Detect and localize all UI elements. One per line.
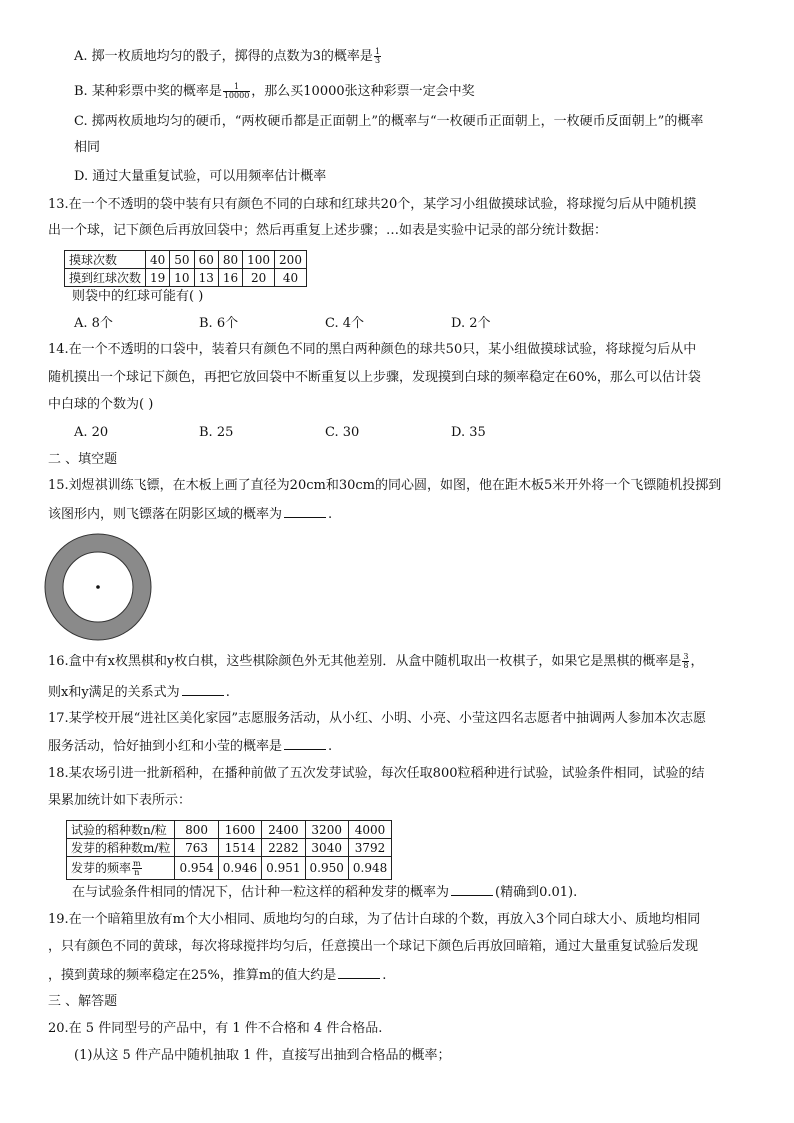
q14-option-b: B. 25: [199, 425, 234, 440]
fraction: $\frac{1}{3}$: [374, 47, 381, 65]
q14-line2: 随机摸出一个球记下颜色，再把它放回袋中不断重复以上步骤，发现摸到白球的频率稳定在60%，那么可以估计袋: [48, 370, 701, 385]
q13-option-d: D. 2个: [451, 316, 491, 331]
q17-line1: 17.某学校开展“进社区美化家园”志愿服务活动，从小红、小明、小亮、小莹这四名志愿者中抽调两人参加本次志愿: [48, 711, 706, 726]
q12-option-a-text: A. 掷一枚质地均匀的骰子，掷得的点数为3的概率是: [74, 49, 373, 64]
section-heading-fill-in: 二 、填空题: [48, 452, 118, 467]
answer-blank: [284, 505, 326, 518]
q13-line2: 出一个球，记下颜色后再放回袋中；然后再重复上述步骤；…如表是实验中记录的部分统计数据：: [48, 223, 608, 238]
q12-option-b: B. 某种彩票中奖的概率是 $\frac{1}{10000}$ ，那么买10000张这种彩票一定会中奖: [74, 82, 475, 100]
q13-line1: 13.在一个不透明的袋中装有只有颜色不同的白球和红球共20个，某学习小组做摸球试验，将球搅匀后从中随机摸: [48, 197, 697, 212]
q18-line2: 果累加统计如下表所示：: [48, 793, 192, 808]
answer-blank: [451, 883, 493, 896]
q14-line1: 14.在一个不透明的口袋中，装着只有颜色不同的黑白两种颜色的球共50只，某小组做摸球试验，将球搅匀后从中: [48, 342, 697, 357]
q12-option-c-line1: C. 掷两枚质地均匀的硬币，“两枚硬币都是正面朝上”的概率与“一枚硬币正面朝上，一枚硬币反面朝上”的概率: [74, 114, 704, 129]
q19-line1: 19.在一个暗箱里放有m个大小相同、质地均匀的白球，为了估计白球的个数，再放入3个同白球大小、质地均相同: [48, 912, 701, 927]
q18-table: [66, 820, 392, 880]
answer-blank: [338, 966, 380, 979]
center-point: [96, 585, 100, 589]
q14-line3: 中白球的个数为( ): [48, 397, 154, 412]
q13-question: 则袋中的红球可能有( ): [72, 289, 204, 304]
fraction: $\frac{3}{8}$: [683, 652, 689, 670]
q17-line2: 服务活动，恰好抽到小红和小莹的概率是 .: [48, 739, 333, 754]
q16-line1: 16.盒中有x枚黑棋和y枚白棋，这些棋除颜色外无其他差别．从盒中随机取出一枚棋子，如果它是黑棋的概率是 $\frac{3}{8}$ ，: [48, 652, 704, 670]
fraction: $\frac{m}{n}$: [133, 859, 141, 877]
table-row: 发芽的频率 $\frac{m}{n}$ 0.954 0.946 0.951 0.950 0.948: [67, 857, 392, 880]
q14-option-c: C. 30: [325, 425, 360, 440]
q16-line2: 则x和y满足的关系式为 .: [48, 685, 230, 700]
q18-line1: 18.某农场引进一批新稻种，在播种前做了五次发芽试验，每次任取800粒稻种进行试验，试验条件相同，试验的结: [48, 766, 705, 781]
q14-option-a: A. 20: [74, 425, 109, 440]
section-heading-solutions: 三 、解答题: [48, 994, 118, 1009]
q14-option-d: D. 35: [451, 425, 486, 440]
q15-line2: 该图形内，则飞镖落在阴影区域的概率为 .: [48, 507, 333, 522]
q15-line1: 15.刘煜祺训练飞镖，在木板上画了直径为20cm和30cm的同心圆，如图，他在距木板5米开外将一个飞镖随机投掷到: [48, 478, 722, 493]
q12-option-d: D. 通过大量重复试验，可以用频率估计概率: [74, 169, 327, 184]
fraction: $\frac{1}{10000}$: [223, 82, 250, 100]
q19-line3: ，摸到黄球的频率稳定在25%，推算m的值大约是 .: [48, 968, 387, 983]
table-row: 发芽的稻种数m/粒 763 1514 2282 3040 3792: [67, 839, 392, 857]
table-row: 试验的稻种数n/粒 800 1600 2400 3200 4000: [67, 821, 392, 839]
table-row: 摸球次数 40 50 60 80 100 200: [65, 251, 307, 269]
q20-line1: 20.在 5 件同型号的产品中，有 1 件不合格和 4 件合格品.: [48, 1021, 383, 1036]
q12-option-a: [74, 48, 382, 66]
answer-blank: [182, 683, 224, 696]
q20-sub1: (1)从这 5 件产品中随机抽取 1 件，直接写出抽到合格品的概率；: [74, 1048, 451, 1063]
q13-option-b: B. 6个: [199, 316, 239, 331]
q12-option-c-line2: 相同: [74, 140, 101, 155]
q18-question: 在与试验条件相同的情况下，估计种一粒这样的稻种发芽的概率为 (精确到0.01).: [72, 885, 578, 900]
concentric-circles-figure: [42, 531, 154, 643]
q19-line2: ，只有颜色不同的黄球，每次将球搅拌均匀后，任意摸出一个球记下颜色后再放回暗箱，通过大量重复试验后发现: [48, 939, 699, 954]
q13-table: [64, 250, 307, 287]
q13-option-c: C. 4个: [325, 316, 365, 331]
answer-blank: [284, 737, 326, 750]
q13-option-a: A. 8个: [74, 316, 113, 331]
table-row: 摸到红球次数 19 10 13 16 20 40: [65, 269, 307, 287]
